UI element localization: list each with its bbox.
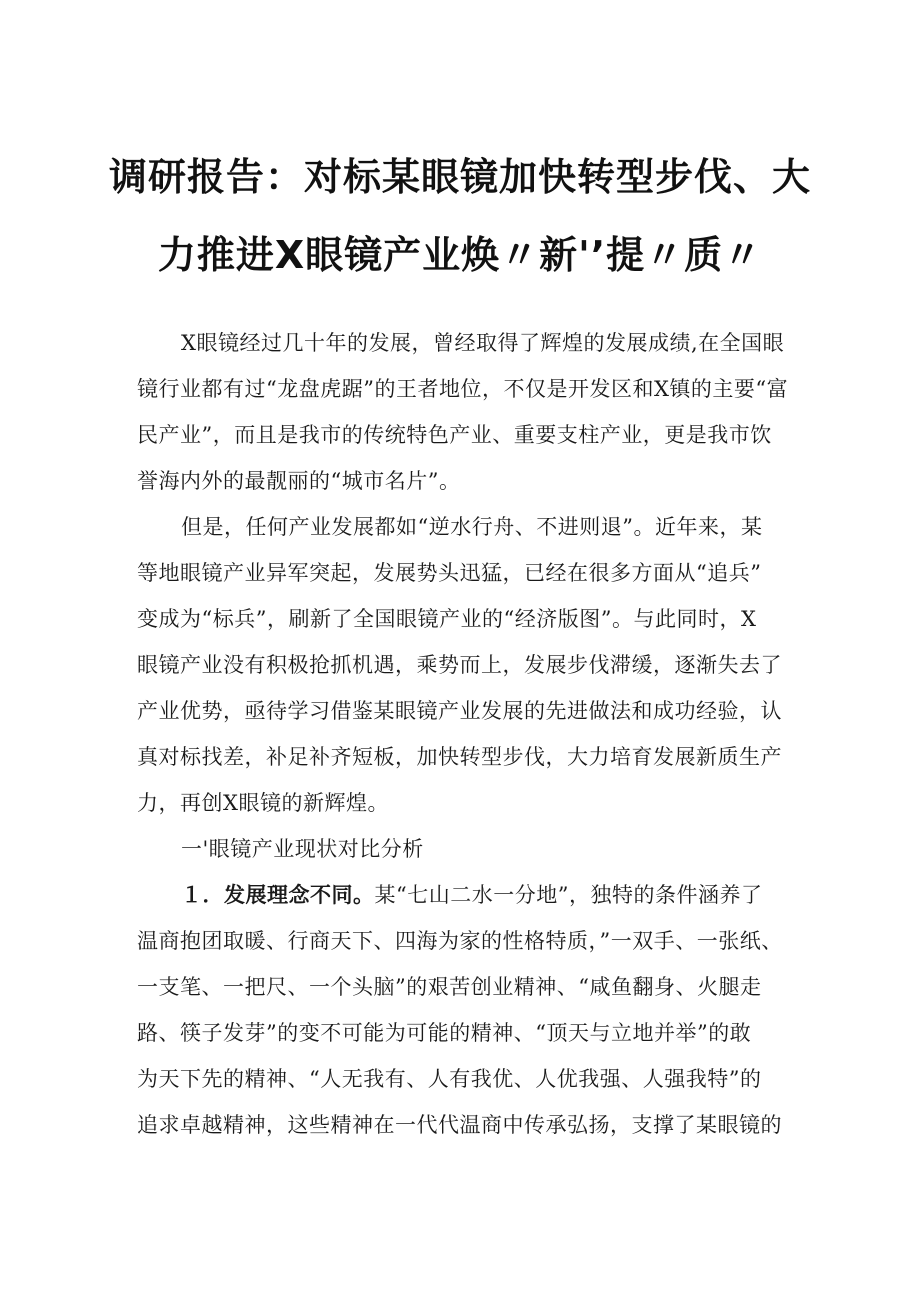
item1-first-line bbox=[181, 879, 762, 909]
para1-line-3: 民产业”，而且是我市的传统特色产业、重要支柱产业，更是我市饮 bbox=[137, 423, 772, 447]
item1-first-line-text: 某“七山二水一分地”，独特的条件涵养了 bbox=[374, 883, 763, 907]
para1-line-2: 镜行业都有过“龙盘虎踞”的王者地位，不仅是开发区和X镇的主要“富 bbox=[137, 377, 789, 401]
para1-line-4: 誉海内外的最靓丽的“城市名片”。 bbox=[137, 469, 461, 493]
item1-line-2: 温商抱团取暖、行商天下、四海为家的性格特质，”一双手、一张纸、 bbox=[137, 929, 783, 953]
item1-line-3: 一支笔、一把尺、一个头脑”的艰苦创业精神、“咸鱼翻身、火腿走 bbox=[137, 975, 762, 999]
para2-line-1: 但是，任何产业发展都如“逆水行舟、不进则退”。近年来，某 bbox=[181, 515, 763, 539]
item1-line-6: 追求卓越精神，这些精神在一代代温商中传承弘扬，支撑了某眼镜的 bbox=[137, 1113, 782, 1137]
item1-line-4: 路、筷子发芽”的变不可能为可能的精神、“顶天与立地并举”的敢 bbox=[137, 1021, 752, 1045]
item1-label: １．发展理念不同。 bbox=[181, 882, 375, 907]
para2-line-3: 变成为“标兵”，刷新了全国眼镜产业的“经济版图”。与此同时，X bbox=[137, 607, 757, 631]
para2-line-2: 等地眼镜产业异军突起，发展势头迅猛，已经在很多方面从“追兵” bbox=[137, 561, 762, 585]
para2-line-4: 眼镜产业没有积极抢抓机遇，乘势而上，发展步伐滞缓，逐渐失去了 bbox=[137, 653, 782, 677]
para2-line-7: 力，再创X眼镜的新辉煌。 bbox=[137, 791, 389, 815]
section-heading: 一'眼镜产业现状对比分析 bbox=[181, 837, 424, 861]
para2-line-5: 产业优势，亟待学习借鉴某眼镜产业发展的先进做法和成功经验，认 bbox=[137, 699, 782, 723]
item1-line-5: 为天下先的精神、“人无我有、人有我优、人优我强、人强我特”的 bbox=[137, 1067, 762, 1091]
para2-line-6: 真对标找差，补足补齐短板，加快转型步伐，大力培育发展新质生产 bbox=[137, 745, 782, 769]
document-title-line-1: 调研报告：对标某眼镜加快转型步伐、大 bbox=[108, 155, 811, 199]
para1-line-1: X眼镜经过几十年的发展，曾经取得了辉煌的发展成绩,在全国眼 bbox=[181, 331, 785, 355]
document-title-line-2: 力推进X眼镜产业焕〃新'’提〃质〃 bbox=[157, 233, 763, 277]
